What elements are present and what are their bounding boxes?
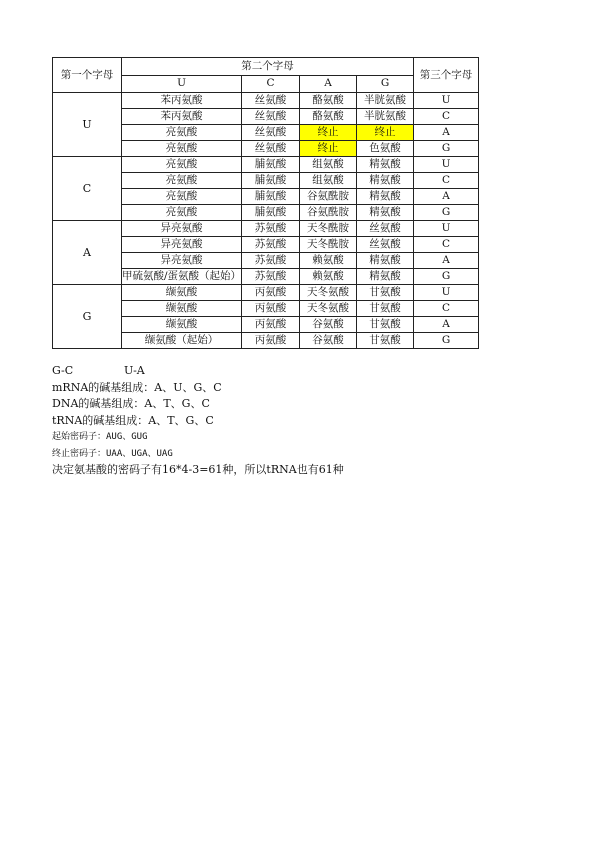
amino-acid-cell: 苏氨酸 (242, 221, 300, 237)
third-letter-cell: U (414, 93, 479, 109)
third-letter-cell: A (414, 125, 479, 141)
amino-acid-cell: 精氨酸 (357, 205, 414, 221)
third-letter-cell: U (414, 221, 479, 237)
third-letter-cell: A (414, 253, 479, 269)
amino-acid-cell: 精氨酸 (357, 173, 414, 189)
amino-acid-cell: 异亮氨酸 (122, 221, 242, 237)
third-letter-cell: G (414, 269, 479, 285)
amino-acid-cell: 终止 (300, 125, 357, 141)
notes-section (52, 363, 344, 479)
table-row (53, 221, 479, 237)
third-letter-cell: C (414, 109, 479, 125)
amino-acid-cell: 丝氨酸 (357, 237, 414, 253)
amino-acid-cell: 赖氨酸 (300, 269, 357, 285)
third-letter-cell: C (414, 237, 479, 253)
amino-acid-cell: 异亮氨酸 (122, 237, 242, 253)
third-letter-cell: G (414, 205, 479, 221)
dna-bases: DNA的碱基组成：A、T、G、C (52, 397, 210, 410)
amino-acid-cell: 精氨酸 (357, 189, 414, 205)
amino-acid-cell: 半胱氨酸 (357, 93, 414, 109)
second-letter-g: G (357, 75, 414, 93)
mrna-bases: mRNA的碱基组成：A、U、G、C (52, 380, 222, 394)
first-letter-cell: A (53, 221, 122, 285)
amino-acid-cell: 丙氨酸 (242, 333, 300, 349)
third-letter-cell: C (414, 173, 479, 189)
amino-acid-cell: 苏氨酸 (242, 237, 300, 253)
amino-acid-cell: 脯氨酸 (242, 157, 300, 173)
third-letter-cell: A (414, 317, 479, 333)
amino-acid-cell: 丙氨酸 (242, 301, 300, 317)
table-row (53, 157, 479, 173)
amino-acid-cell: 谷氨酸 (300, 317, 357, 333)
table-row (53, 285, 479, 301)
third-letter-cell: G (414, 333, 479, 349)
amino-acid-cell: 甘氨酸 (357, 301, 414, 317)
third-letter-cell: C (414, 301, 479, 317)
amino-acid-cell: 丝氨酸 (357, 221, 414, 237)
amino-acid-cell: 精氨酸 (357, 269, 414, 285)
amino-acid-cell: 亮氨酸 (122, 125, 242, 141)
amino-acid-cell: 丙氨酸 (242, 317, 300, 333)
start-codons: 起始密码子：AUG、GUG (52, 432, 148, 442)
codon-table (52, 57, 479, 349)
amino-acid-cell: 半胱氨酸 (357, 109, 414, 125)
second-letter-c: C (242, 75, 300, 93)
amino-acid-cell: 天冬酰胺 (300, 221, 357, 237)
base-pair-ua: U-A (124, 364, 145, 377)
third-letter-cell: A (414, 189, 479, 205)
amino-acid-cell: 组氨酸 (300, 173, 357, 189)
third-letter-cell: U (414, 285, 479, 301)
amino-acid-cell: 天冬氨酸 (300, 285, 357, 301)
amino-acid-cell: 脯氨酸 (242, 189, 300, 205)
amino-acid-cell: 缬氨酸 (122, 285, 242, 301)
amino-acid-cell: 缬氨酸 (122, 317, 242, 333)
amino-acid-cell: 丝氨酸 (242, 93, 300, 109)
table-row (53, 93, 479, 109)
amino-acid-cell: 甘氨酸 (357, 333, 414, 349)
amino-acid-cell: 终止 (357, 125, 414, 141)
amino-acid-cell: 亮氨酸 (122, 189, 242, 205)
third-letter-cell: G (414, 141, 479, 157)
amino-acid-cell: 谷氨酸 (300, 333, 357, 349)
amino-acid-cell: 天冬氨酸 (300, 301, 357, 317)
base-pair-gc: G-C (52, 364, 74, 377)
amino-acid-cell: 脯氨酸 (242, 205, 300, 221)
amino-acid-cell: 丝氨酸 (242, 141, 300, 157)
amino-acid-cell: 甲硫氨酸/蛋氨酸（起始） (122, 269, 242, 285)
amino-acid-cell: 终止 (300, 141, 357, 157)
amino-acid-cell: 酪氨酸 (300, 109, 357, 125)
amino-acid-cell: 丙氨酸 (242, 285, 300, 301)
first-letter-header: 第一个字母 (53, 58, 122, 93)
stop-codons: 终止密码子：UAA、UGA、UAG (52, 448, 173, 459)
amino-acid-cell: 苯丙氨酸 (122, 93, 242, 109)
amino-acid-cell: 甘氨酸 (357, 285, 414, 301)
first-letter-cell: G (53, 285, 122, 349)
amino-acid-cell: 亮氨酸 (122, 157, 242, 173)
second-letter-u: U (122, 75, 242, 93)
second-letter-a: A (300, 75, 357, 93)
amino-acid-cell: 甘氨酸 (357, 317, 414, 333)
trna-bases: tRNA的碱基组成：A、T、G、C (52, 413, 214, 427)
amino-acid-cell: 谷氨酰胺 (300, 189, 357, 205)
amino-acid-cell: 精氨酸 (357, 253, 414, 269)
third-letter-header: 第三个字母 (414, 58, 479, 93)
amino-acid-cell: 谷氨酰胺 (300, 205, 357, 221)
amino-acid-cell: 苏氨酸 (242, 253, 300, 269)
base-pairs-line (52, 363, 344, 380)
amino-acid-cell: 异亮氨酸 (122, 253, 242, 269)
amino-acid-cell: 赖氨酸 (300, 253, 357, 269)
amino-acid-cell: 精氨酸 (357, 157, 414, 173)
amino-acid-cell: 亮氨酸 (122, 141, 242, 157)
amino-acid-cell: 丝氨酸 (242, 125, 300, 141)
amino-acid-cell: 苏氨酸 (242, 269, 300, 285)
first-letter-cell: U (53, 93, 122, 157)
amino-acid-cell: 脯氨酸 (242, 173, 300, 189)
header-row (53, 58, 479, 76)
amino-acid-cell: 丝氨酸 (242, 109, 300, 125)
amino-acid-cell: 组氨酸 (300, 157, 357, 173)
amino-acid-cell: 缬氨酸（起始） (122, 333, 242, 349)
amino-acid-cell: 亮氨酸 (122, 173, 242, 189)
amino-acid-cell: 色氨酸 (357, 141, 414, 157)
amino-acid-cell: 天冬酰胺 (300, 237, 357, 253)
amino-acid-cell: 缬氨酸 (122, 301, 242, 317)
amino-acid-cell: 亮氨酸 (122, 205, 242, 221)
first-letter-cell: C (53, 157, 122, 221)
amino-acid-cell: 酪氨酸 (300, 93, 357, 109)
amino-acid-cell: 苯丙氨酸 (122, 109, 242, 125)
third-letter-cell: U (414, 157, 479, 173)
second-letter-header: 第二个字母 (122, 58, 414, 76)
codon-summary: 决定氨基酸的密码子有16*4-3=61种，所以tRNA也有61种 (52, 463, 344, 476)
